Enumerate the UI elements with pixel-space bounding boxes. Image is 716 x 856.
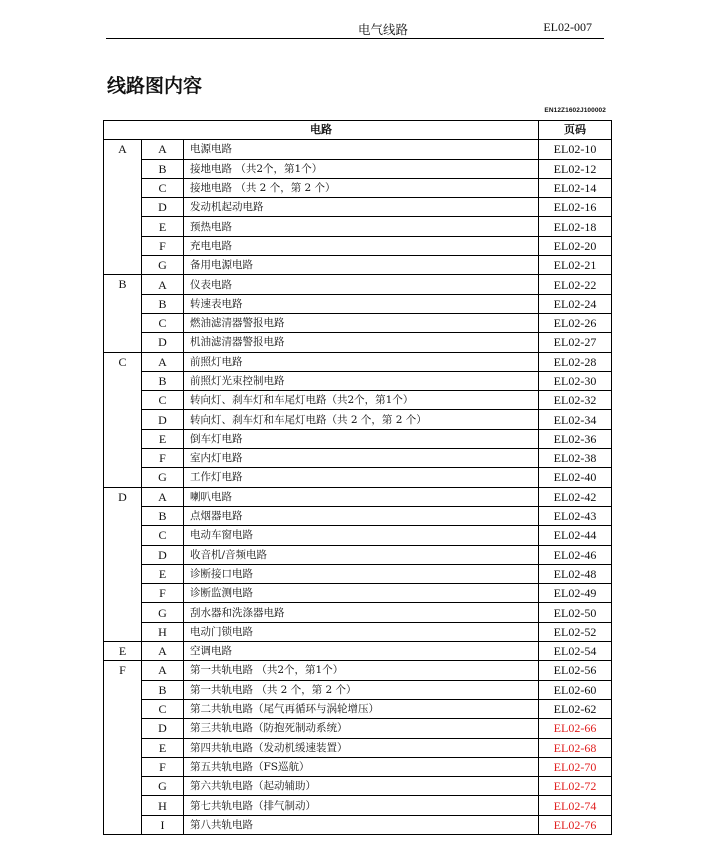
sub-letter: D [142, 719, 184, 738]
column-header-page: 页码 [539, 121, 612, 140]
sub-letter: E [142, 738, 184, 757]
circuit-name: 空调电路 [184, 642, 539, 661]
circuit-name: 转向灯、刹车灯和车尾灯电路（共2个，第1个） [184, 391, 539, 410]
document-id: EN12Z1602J100002 [544, 107, 606, 114]
page-reference: EL02-48 [539, 564, 612, 583]
table-row [104, 217, 612, 236]
table-row [104, 313, 612, 332]
circuit-name: 机油滤清器警报电路 [184, 333, 539, 352]
page-reference: EL02-60 [539, 680, 612, 699]
circuit-name: 倒车灯电路 [184, 429, 539, 448]
sub-letter: A [142, 487, 184, 506]
table-header-row [104, 121, 612, 140]
circuit-name: 第二共轨电路（尾气再循环与涡轮增压） [184, 699, 539, 718]
sub-letter: E [142, 429, 184, 448]
table-row [104, 449, 612, 468]
page-title: 线路图内容 [107, 75, 203, 97]
sub-letter: E [142, 217, 184, 236]
circuit-name: 点烟器电路 [184, 506, 539, 525]
page-reference: EL02-54 [539, 642, 612, 661]
table-row [104, 757, 612, 776]
sub-letter: H [142, 622, 184, 641]
sub-letter: F [142, 449, 184, 468]
circuit-name: 前照灯电路 [184, 352, 539, 371]
table-row [104, 680, 612, 699]
sub-letter: A [142, 352, 184, 371]
page-reference: EL02-22 [539, 275, 612, 294]
page-reference: EL02-38 [539, 449, 612, 468]
sub-letter: F [142, 584, 184, 603]
table-row [104, 468, 612, 487]
table-row [104, 815, 612, 834]
header-page-code: EL02-007 [543, 20, 592, 34]
page-reference: EL02-32 [539, 391, 612, 410]
table-row [104, 275, 612, 294]
group-letter: A [104, 140, 142, 275]
sub-letter: A [142, 661, 184, 680]
page-reference: EL02-76 [539, 815, 612, 834]
page-reference: EL02-52 [539, 622, 612, 641]
table-row [104, 352, 612, 371]
page-reference: EL02-43 [539, 506, 612, 525]
table-row [104, 584, 612, 603]
sub-letter: F [142, 236, 184, 255]
sub-letter: G [142, 603, 184, 622]
sub-letter: B [142, 159, 184, 178]
table-row [104, 198, 612, 217]
group-letter: F [104, 661, 142, 835]
table-row [104, 159, 612, 178]
table-row [104, 545, 612, 564]
page-reference: EL02-27 [539, 333, 612, 352]
sub-letter: F [142, 757, 184, 776]
page-reference: EL02-42 [539, 487, 612, 506]
sub-letter: H [142, 796, 184, 815]
sub-letter: A [142, 275, 184, 294]
table-row [104, 699, 612, 718]
sub-letter: B [142, 294, 184, 313]
table-row [104, 256, 612, 275]
page-reference: EL02-16 [539, 198, 612, 217]
sub-letter: C [142, 391, 184, 410]
sub-letter: C [142, 699, 184, 718]
page-reference: EL02-12 [539, 159, 612, 178]
circuit-name: 第八共轨电路 [184, 815, 539, 834]
page-reference: EL02-66 [539, 719, 612, 738]
page-reference: EL02-30 [539, 371, 612, 390]
circuit-name: 第五共轨电路（FS巡航） [184, 757, 539, 776]
circuit-name: 工作灯电路 [184, 468, 539, 487]
circuit-name: 燃油滤清器警报电路 [184, 313, 539, 332]
circuit-name: 接地电路 （共2个，第1个） [184, 159, 539, 178]
circuit-name: 转速表电路 [184, 294, 539, 313]
sub-letter: A [142, 642, 184, 661]
page-header [106, 18, 604, 39]
circuit-name: 转向灯、刹车灯和车尾灯电路（共 2 个，第 2 个） [184, 410, 539, 429]
page-reference: EL02-40 [539, 468, 612, 487]
circuit-name: 刮水器和洗涤器电路 [184, 603, 539, 622]
sub-letter: D [142, 333, 184, 352]
page-reference: EL02-28 [539, 352, 612, 371]
page-reference: EL02-70 [539, 757, 612, 776]
circuit-name: 喇叭电路 [184, 487, 539, 506]
group-letter: B [104, 275, 142, 352]
table-row [104, 603, 612, 622]
sub-letter: G [142, 468, 184, 487]
sub-letter: G [142, 256, 184, 275]
group-letter: C [104, 352, 142, 487]
sub-letter: D [142, 410, 184, 429]
page-reference: EL02-74 [539, 796, 612, 815]
header-section: 电气线路 [358, 22, 409, 37]
table-row [104, 564, 612, 583]
sub-letter: C [142, 178, 184, 197]
page-reference: EL02-24 [539, 294, 612, 313]
group-letter: E [104, 642, 142, 661]
table-row [104, 506, 612, 525]
circuit-name: 收音机/音频电路 [184, 545, 539, 564]
sub-letter: D [142, 198, 184, 217]
page-reference: EL02-20 [539, 236, 612, 255]
circuit-name: 仪表电路 [184, 275, 539, 294]
sub-letter: D [142, 545, 184, 564]
sub-letter: B [142, 506, 184, 525]
table-row [104, 410, 612, 429]
page-reference: EL02-18 [539, 217, 612, 236]
circuit-index-table [103, 120, 612, 835]
page-reference: EL02-10 [539, 140, 612, 159]
table-row [104, 526, 612, 545]
column-header-circuit: 电路 [104, 121, 539, 140]
circuit-name: 前照灯光束控制电路 [184, 371, 539, 390]
group-letter: D [104, 487, 142, 641]
table-row [104, 371, 612, 390]
page-reference: EL02-62 [539, 699, 612, 718]
sub-letter: C [142, 526, 184, 545]
table-row [104, 719, 612, 738]
table-row [104, 391, 612, 410]
table-row [104, 796, 612, 815]
circuit-name: 预热电路 [184, 217, 539, 236]
table-row [104, 140, 612, 159]
circuit-name: 发动机起动电路 [184, 198, 539, 217]
table-row [104, 777, 612, 796]
page-reference: EL02-56 [539, 661, 612, 680]
circuit-name: 第七共轨电路（排气制动） [184, 796, 539, 815]
sub-letter: E [142, 564, 184, 583]
circuit-name: 第一共轨电路 （共 2 个，第 2 个） [184, 680, 539, 699]
page-reference: EL02-50 [539, 603, 612, 622]
table-row [104, 622, 612, 641]
circuit-name: 备用电源电路 [184, 256, 539, 275]
table-row [104, 294, 612, 313]
table-row [104, 661, 612, 680]
page-reference: EL02-72 [539, 777, 612, 796]
circuit-name: 第四共轨电路（发动机缓速装置） [184, 738, 539, 757]
sub-letter: A [142, 140, 184, 159]
page-reference: EL02-14 [539, 178, 612, 197]
circuit-name: 诊断监测电路 [184, 584, 539, 603]
sub-letter: I [142, 815, 184, 834]
table-row [104, 642, 612, 661]
sub-letter: C [142, 313, 184, 332]
table-row [104, 738, 612, 757]
circuit-name: 电动门锁电路 [184, 622, 539, 641]
circuit-name: 诊断接口电路 [184, 564, 539, 583]
sub-letter: G [142, 777, 184, 796]
table-row [104, 178, 612, 197]
circuit-name: 电源电路 [184, 140, 539, 159]
page-reference: EL02-44 [539, 526, 612, 545]
page-reference: EL02-46 [539, 545, 612, 564]
page-reference: EL02-21 [539, 256, 612, 275]
page-reference: EL02-34 [539, 410, 612, 429]
circuit-name: 接地电路 （共 2 个，第 2 个） [184, 178, 539, 197]
circuit-name: 充电电路 [184, 236, 539, 255]
circuit-name: 室内灯电路 [184, 449, 539, 468]
table-row [104, 487, 612, 506]
page-reference: EL02-49 [539, 584, 612, 603]
page-reference: EL02-36 [539, 429, 612, 448]
circuit-name: 第一共轨电路 （共2个，第1个） [184, 661, 539, 680]
page-reference: EL02-26 [539, 313, 612, 332]
table-row [104, 236, 612, 255]
sub-letter: B [142, 371, 184, 390]
table-row [104, 333, 612, 352]
page-reference: EL02-68 [539, 738, 612, 757]
circuit-name: 第三共轨电路（防抱死制动系统） [184, 719, 539, 738]
sub-letter: B [142, 680, 184, 699]
circuit-name: 电动车窗电路 [184, 526, 539, 545]
table-row [104, 429, 612, 448]
circuit-name: 第六共轨电路（起动辅助） [184, 777, 539, 796]
